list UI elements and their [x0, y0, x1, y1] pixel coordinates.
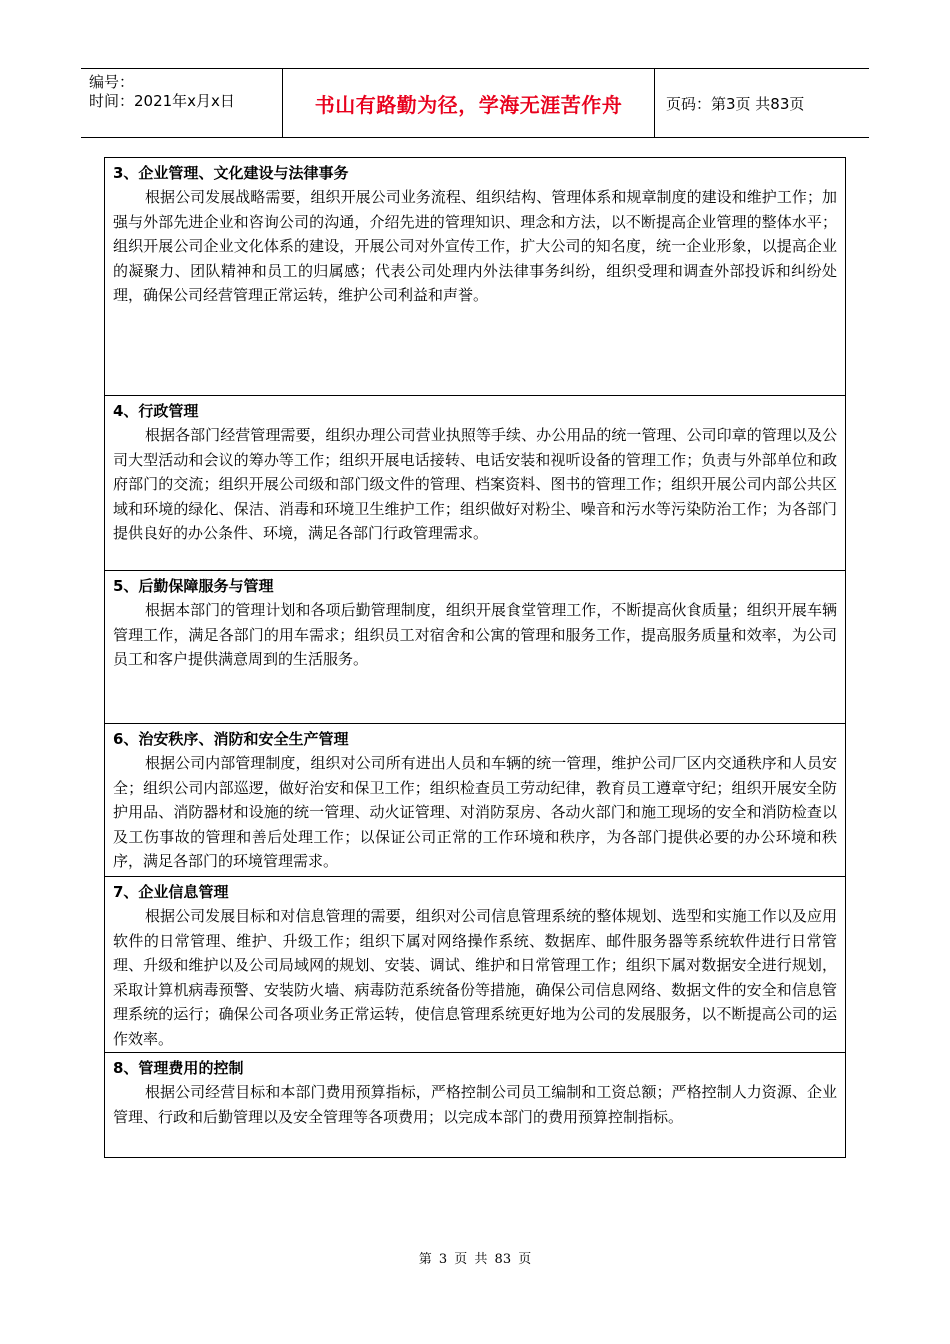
page-footer: 第 3 页 共 83 页 — [418, 1252, 532, 1267]
section-body: 根据公司经营目标和本部门费用预算指标，严格控制公司员工编制和工资总额；严格控制人力资源、企业管理、行政和后勤管理以及安全管理等各项费用；以完成本部门的费用预算控制指标。 — [113, 1083, 837, 1126]
time-label: 时间：2021年x月x日 — [89, 92, 235, 110]
section-information — [105, 876, 845, 1052]
section-body: 根据公司发展目标和对信息管理的需要，组织对公司信息管理系统的整体规划、选型和实施工作以及应用软件的日常管理、维护、升级工作；组织下属对网络操作系统、数据库、邮件服务器等系统软件进行日常管理、升级和维护以及公司局域网的规划、安装、调试、维护和日常管理工作；组织下属对数据安全进行规划，采取计算机病毒预警、安装防火墙、病毒防范系统备份等措施，确保公司信息网络、数据文件的安全和信息管理系统的运行；确保公司各项业务正常运转，使信息管理系统更好地为公司的发展服务，以不断提高公司的运作效率。 — [113, 907, 837, 1048]
section-security — [105, 723, 845, 876]
section-title: 7、企业信息管理 — [113, 883, 229, 901]
content-table — [104, 157, 846, 1158]
section-title: 5、后勤保障服务与管理 — [113, 577, 274, 595]
section-title: 6、治安秩序、消防和安全生产管理 — [113, 730, 349, 748]
header-motto: 书山有路勤为径，学海无涯苦作舟 — [282, 69, 655, 137]
number-label: 编号： — [89, 73, 135, 91]
section-administration — [105, 395, 845, 570]
section-body: 根据公司发展战略需要，组织开展公司业务流程、组织结构、管理体系和规章制度的建设和维护工作；加强与外部先进企业和咨询公司的沟通，介绍先进的管理知识、理念和方法，以不断提高企业管理的整体水平；组织开展公司企业文化体系的建设，开展公司对外宣传工作，扩大公司的知名度，统一企业形象，以提高企业的凝聚力、团队精神和员工的归属感；代表公司处理内外法律事务纠纷，组织受理和调查外部投诉和纠纷处理，确保公司经营管理正常运转，维护公司利益和声誉。 — [113, 188, 837, 304]
section-enterprise-management — [105, 158, 845, 395]
section-logistics — [105, 570, 845, 723]
section-body: 根据本部门的管理计划和各项后勤管理制度，组织开展食堂管理工作，不断提高伙食质量；组织开展车辆管理工作，满足各部门的用车需求；组织员工对宿舍和公寓的管理和服务工作，提高服务质量和效率，为公司员工和客户提供满意周到的生活服务。 — [113, 601, 837, 668]
section-title: 4、行政管理 — [113, 402, 199, 420]
page-header — [81, 68, 869, 138]
section-title: 8、管理费用的控制 — [113, 1059, 244, 1077]
section-title: 3、企业管理、文化建设与法律事务 — [113, 164, 349, 182]
header-page-info: 页码：第3页 共83页 — [666, 94, 805, 113]
header-meta — [81, 69, 282, 137]
section-cost-control — [105, 1052, 845, 1157]
section-body: 根据各部门经营管理需要，组织办理公司营业执照等手续、办公用品的统一管理、公司印章的管理以及公司大型活动和会议的筹办等工作；组织开展电话接转、电话安装和视听设备的管理工作；负责与外部单位和政府部门的交流；组织开展公司级和部门级文件的管理、档案资料、图书的管理工作；组织开展公司内部公共区域和环境的绿化、保洁、消毒和环境卫生维护工作；组织做好对粉尘、噪音和污水等污染防治工作；为各部门提供良好的办公条件、环境，满足各部门行政管理需求。 — [113, 426, 837, 542]
section-body: 根据公司内部管理制度，组织对公司所有进出人员和车辆的统一管理，维护公司厂区内交通秩序和人员安全；组织公司内部巡逻，做好治安和保卫工作；组织检查员工劳动纪律，教育员工遵章守纪；组织开展安全防护用品、消防器材和设施的统一管理、动火证管理、对消防泵房、各动火部门和施工现场的安全和消防检查以及工伤事故的管理和善后处理工作；以保证公司正常的工作环境和秩序，为各部门提供必要的办公环境和秩序，满足各部门的环境管理需求。 — [113, 754, 837, 870]
